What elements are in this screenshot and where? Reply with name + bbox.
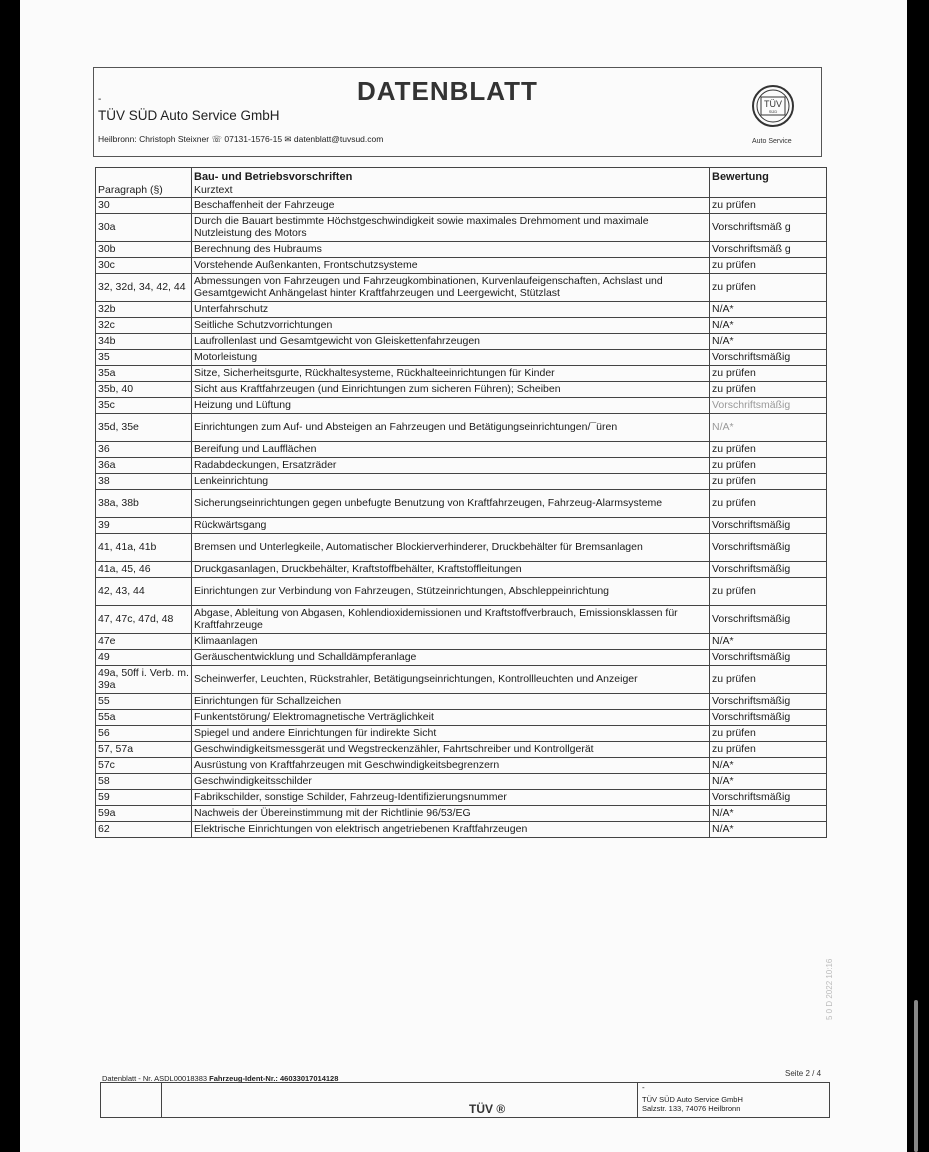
table-row bbox=[96, 790, 827, 806]
logo-text: TÜV bbox=[764, 99, 782, 109]
header-dash: - bbox=[98, 94, 102, 105]
rating-cell: N/A* bbox=[710, 302, 827, 318]
regulation-text-cell: Seitliche Schutzvorrichtungen bbox=[192, 318, 710, 334]
header-regulations bbox=[192, 168, 710, 198]
rating-cell: Vorschriftsmäß g bbox=[710, 242, 827, 258]
paragraph-cell: 55 bbox=[96, 694, 192, 710]
header-rating: Bewertung bbox=[710, 168, 827, 198]
rating-cell: zu prüfen bbox=[710, 274, 827, 302]
rating-cell: N/A* bbox=[710, 774, 827, 790]
table-row bbox=[96, 822, 827, 838]
rating-cell: Vorschriftsmäßig bbox=[710, 710, 827, 726]
table-row bbox=[96, 606, 827, 634]
regulation-text-cell: Geräuschentwicklung und Schalldämpferanlage bbox=[192, 650, 710, 666]
table-row bbox=[96, 650, 827, 666]
tuv-logo-icon bbox=[751, 84, 795, 128]
footer-box bbox=[100, 1082, 830, 1118]
regulation-text-cell: Motorleistung bbox=[192, 350, 710, 366]
header-paragraph: Paragraph (§) bbox=[96, 168, 192, 198]
table-row bbox=[96, 318, 827, 334]
table-row bbox=[96, 242, 827, 258]
regulation-text-cell: Spiegel und andere Einrichtungen für indirekte Sicht bbox=[192, 726, 710, 742]
table-row bbox=[96, 414, 827, 442]
paragraph-cell: 32b bbox=[96, 302, 192, 318]
paragraph-cell: 34b bbox=[96, 334, 192, 350]
header-kurztext: Kurztext bbox=[194, 183, 233, 196]
paragraph-cell: 49 bbox=[96, 650, 192, 666]
footer-divider bbox=[637, 1083, 638, 1117]
footer-address-company: TÜV SÜD Auto Service GmbH bbox=[642, 1095, 743, 1104]
paragraph-cell: 41, 41a, 41b bbox=[96, 534, 192, 562]
regulation-text-cell: Scheinwerfer, Leuchten, Rückstrahler, Betätigungseinrichtungen, Kontrollleuchten und Anzeiger bbox=[192, 666, 710, 694]
table-row bbox=[96, 726, 827, 742]
regulation-text-cell: Sitze, Sicherheitsgurte, Rückhaltesysteme, Rückhalteeinrichtungen für Kinder bbox=[192, 366, 710, 382]
table-row bbox=[96, 258, 827, 274]
rating-cell: Vorschriftsmäßig bbox=[710, 398, 827, 414]
rating-cell: N/A* bbox=[710, 414, 827, 442]
table-row bbox=[96, 490, 827, 518]
rating-cell: zu prüfen bbox=[710, 382, 827, 398]
table-row bbox=[96, 366, 827, 382]
paragraph-cell: 36 bbox=[96, 442, 192, 458]
rating-cell: zu prüfen bbox=[710, 442, 827, 458]
rating-cell: N/A* bbox=[710, 758, 827, 774]
document-header bbox=[93, 67, 822, 157]
rating-cell: N/A* bbox=[710, 822, 827, 838]
rating-cell: N/A* bbox=[710, 634, 827, 650]
paragraph-cell: 38 bbox=[96, 474, 192, 490]
paragraph-cell: 47e bbox=[96, 634, 192, 650]
paragraph-cell: 30 bbox=[96, 198, 192, 214]
regulations-table bbox=[95, 167, 827, 838]
table-row bbox=[96, 562, 827, 578]
table-header-row bbox=[96, 168, 827, 198]
paragraph-cell: 59 bbox=[96, 790, 192, 806]
paragraph-cell: 35b, 40 bbox=[96, 382, 192, 398]
paragraph-cell: 35a bbox=[96, 366, 192, 382]
table-row bbox=[96, 758, 827, 774]
regulation-text-cell: Vorstehende Außenkanten, Frontschutzsysteme bbox=[192, 258, 710, 274]
paragraph-cell: 32c bbox=[96, 318, 192, 334]
rating-cell: Vorschriftsmäßig bbox=[710, 534, 827, 562]
regulation-text-cell: Laufrollenlast und Gesamtgewicht von Gleiskettenfahrzeugen bbox=[192, 334, 710, 350]
table-row bbox=[96, 578, 827, 606]
table-row bbox=[96, 710, 827, 726]
regulation-text-cell: Nachweis der Übereinstimmung mit der Richtlinie 96/53/EG bbox=[192, 806, 710, 822]
document-title: DATENBLATT bbox=[357, 76, 538, 106]
table-row bbox=[96, 474, 827, 490]
regulation-text-cell: Einrichtungen zum Auf- und Absteigen an Fahrzeugen und Betätigungseinrichtungen/¯üren bbox=[192, 414, 710, 442]
table-row bbox=[96, 350, 827, 366]
paragraph-cell: 55a bbox=[96, 710, 192, 726]
rating-cell: zu prüfen bbox=[710, 726, 827, 742]
regulation-text-cell: Lenkeinrichtung bbox=[192, 474, 710, 490]
rating-cell: Vorschriftsmäßig bbox=[710, 650, 827, 666]
regulation-text-cell: Ausrüstung von Kraftfahrzeugen mit Geschwindigkeitsbegrenzern bbox=[192, 758, 710, 774]
rating-cell: zu prüfen bbox=[710, 742, 827, 758]
rating-cell: Vorschriftsmäßig bbox=[710, 694, 827, 710]
paragraph-cell: 30a bbox=[96, 214, 192, 242]
document-page bbox=[20, 0, 907, 1152]
rating-cell: Vorschriftsmäßig bbox=[710, 606, 827, 634]
table-row bbox=[96, 666, 827, 694]
paragraph-cell: 47, 47c, 47d, 48 bbox=[96, 606, 192, 634]
footer-divider bbox=[161, 1083, 162, 1117]
paragraph-cell: 38a, 38b bbox=[96, 490, 192, 518]
paragraph-cell: 35 bbox=[96, 350, 192, 366]
paragraph-cell: 41a, 45, 46 bbox=[96, 562, 192, 578]
header-regulations-title: Bau- und Betriebsvorschriften bbox=[194, 171, 353, 183]
regulation-text-cell: Bereifung und Laufflächen bbox=[192, 442, 710, 458]
paragraph-cell: 39 bbox=[96, 518, 192, 534]
regulation-text-cell: Unterfahrschutz bbox=[192, 302, 710, 318]
regulation-text-cell: Sicherungseinrichtungen gegen unbefugte Benutzung von Kraftfahrzeugen, Fahrzeug-Alarmsysteme bbox=[192, 490, 710, 518]
regulation-text-cell: Fabrikschilder, sonstige Schilder, Fahrzeug-Identifizierungsnummer bbox=[192, 790, 710, 806]
contact-line: Heilbronn: Christoph Steixner ☏ 07131-1576-15 ✉ datenblatt@tuvsud.com bbox=[98, 134, 384, 144]
regulation-text-cell: Einrichtungen zur Verbindung von Fahrzeugen, Stützeinrichtungen, Abschleppeinrichtung bbox=[192, 578, 710, 606]
table-row bbox=[96, 334, 827, 350]
footer-tuv-mark: TÜV ® bbox=[469, 1102, 506, 1116]
rating-cell: N/A* bbox=[710, 806, 827, 822]
rating-cell: zu prüfen bbox=[710, 474, 827, 490]
table-row bbox=[96, 774, 827, 790]
logo-inner-text: SÜD bbox=[768, 109, 778, 114]
rating-cell: Vorschriftsmäß g bbox=[710, 214, 827, 242]
paragraph-cell: 59a bbox=[96, 806, 192, 822]
rating-cell: Vorschriftsmäßig bbox=[710, 350, 827, 366]
table-row bbox=[96, 518, 827, 534]
rating-cell: zu prüfen bbox=[710, 198, 827, 214]
table-row bbox=[96, 694, 827, 710]
table-row bbox=[96, 398, 827, 414]
regulation-text-cell: Heizung und Lüftung bbox=[192, 398, 710, 414]
regulation-text-cell: Berechnung des Hubraums bbox=[192, 242, 710, 258]
paragraph-cell: 57c bbox=[96, 758, 192, 774]
regulation-text-cell: Sicht aus Kraftfahrzeugen (und Einrichtungen zum sicheren Führen); Scheiben bbox=[192, 382, 710, 398]
rating-cell: Vorschriftsmäßig bbox=[710, 562, 827, 578]
paragraph-cell: 49a, 50ff i. Verb. m. 39a bbox=[96, 666, 192, 694]
table-row bbox=[96, 534, 827, 562]
paragraph-cell: 35d, 35e bbox=[96, 414, 192, 442]
table-row bbox=[96, 302, 827, 318]
table-row bbox=[96, 742, 827, 758]
paragraph-cell: 30c bbox=[96, 258, 192, 274]
regulation-text-cell: Funkentstörung/ Elektromagnetische Verträglichkeit bbox=[192, 710, 710, 726]
regulation-text-cell: Geschwindigkeitsmessgerät und Wegstreckenzähler, Fahrtschreiber und Kontrollgerät bbox=[192, 742, 710, 758]
rating-cell: N/A* bbox=[710, 318, 827, 334]
rating-cell: Vorschriftsmäßig bbox=[710, 518, 827, 534]
rating-cell: zu prüfen bbox=[710, 666, 827, 694]
paragraph-cell: 35c bbox=[96, 398, 192, 414]
paragraph-cell: 42, 43, 44 bbox=[96, 578, 192, 606]
paragraph-cell: 56 bbox=[96, 726, 192, 742]
company-name: TÜV SÜD Auto Service GmbH bbox=[98, 108, 280, 123]
regulation-text-cell: Einrichtungen für Schallzeichen bbox=[192, 694, 710, 710]
paragraph-cell: 36a bbox=[96, 458, 192, 474]
regulation-text-cell: Radabdeckungen, Ersatzräder bbox=[192, 458, 710, 474]
rating-cell: Vorschriftsmäßig bbox=[710, 790, 827, 806]
scrollbar[interactable] bbox=[914, 1000, 918, 1152]
rating-cell: zu prüfen bbox=[710, 490, 827, 518]
page-number: Seite 2 / 4 bbox=[785, 1069, 822, 1078]
table-row bbox=[96, 634, 827, 650]
regulation-text-cell: Geschwindigkeitsschilder bbox=[192, 774, 710, 790]
regulations-table-wrap bbox=[95, 167, 826, 838]
regulation-text-cell: Abmessungen von Fahrzeugen und Fahrzeugkombinationen, Kurvenlaufeigenschaften, Achslast und Gesamtgewicht Anhängelast hinter Kraftfahrzeugen und Leergewicht, Stützlast bbox=[192, 274, 710, 302]
received-stamp: 5 0 D 2022 10:16 bbox=[825, 958, 834, 1020]
paragraph-cell: 30b bbox=[96, 242, 192, 258]
regulation-text-cell: Rückwärtsgang bbox=[192, 518, 710, 534]
footer-dash: - bbox=[642, 1083, 645, 1092]
table-row bbox=[96, 214, 827, 242]
regulation-text-cell: Druckgasanlagen, Druckbehälter, Kraftstoffbehälter, Kraftstoffleitungen bbox=[192, 562, 710, 578]
regulation-text-cell: Elektrische Einrichtungen von elektrisch angetriebenen Kraftfahrzeugen bbox=[192, 822, 710, 838]
table-row bbox=[96, 806, 827, 822]
rating-cell: zu prüfen bbox=[710, 458, 827, 474]
paragraph-cell: 32, 32d, 34, 42, 44 bbox=[96, 274, 192, 302]
regulation-text-cell: Klimaanlagen bbox=[192, 634, 710, 650]
paragraph-cell: 57, 57a bbox=[96, 742, 192, 758]
rating-cell: N/A* bbox=[710, 334, 827, 350]
paragraph-cell: 58 bbox=[96, 774, 192, 790]
regulation-text-cell: Abgase, Ableitung von Abgasen, Kohlendioxidemissionen und Kraftstoffverbrauch, Emissionsklassen für Kraftfahrzeuge bbox=[192, 606, 710, 634]
table-row bbox=[96, 274, 827, 302]
logo-subtitle: Auto Service bbox=[752, 138, 792, 145]
regulation-text-cell: Beschaffenheit der Fahrzeuge bbox=[192, 198, 710, 214]
rating-cell: zu prüfen bbox=[710, 578, 827, 606]
rating-cell: zu prüfen bbox=[710, 366, 827, 382]
footer-address-street: Salzstr. 133, 74076 Heilbronn bbox=[642, 1104, 741, 1113]
table-row bbox=[96, 442, 827, 458]
table-row bbox=[96, 198, 827, 214]
regulation-text-cell: Bremsen und Unterlegkeile, Automatischer Blockierverhinderer, Druckbehälter für Bremsanlagen bbox=[192, 534, 710, 562]
table-row bbox=[96, 458, 827, 474]
paragraph-cell: 62 bbox=[96, 822, 192, 838]
table-row bbox=[96, 382, 827, 398]
footer-document-label: Datenblatt - Nr. ASDL00018383 Fahrzeug-Ident-Nr.: 46033017014128 bbox=[102, 1074, 339, 1083]
regulation-text-cell: Durch die Bauart bestimmte Höchstgeschwindigkeit sowie maximales Drehmoment und maximale Nutzleistung des Motors bbox=[192, 214, 710, 242]
rating-cell: zu prüfen bbox=[710, 258, 827, 274]
